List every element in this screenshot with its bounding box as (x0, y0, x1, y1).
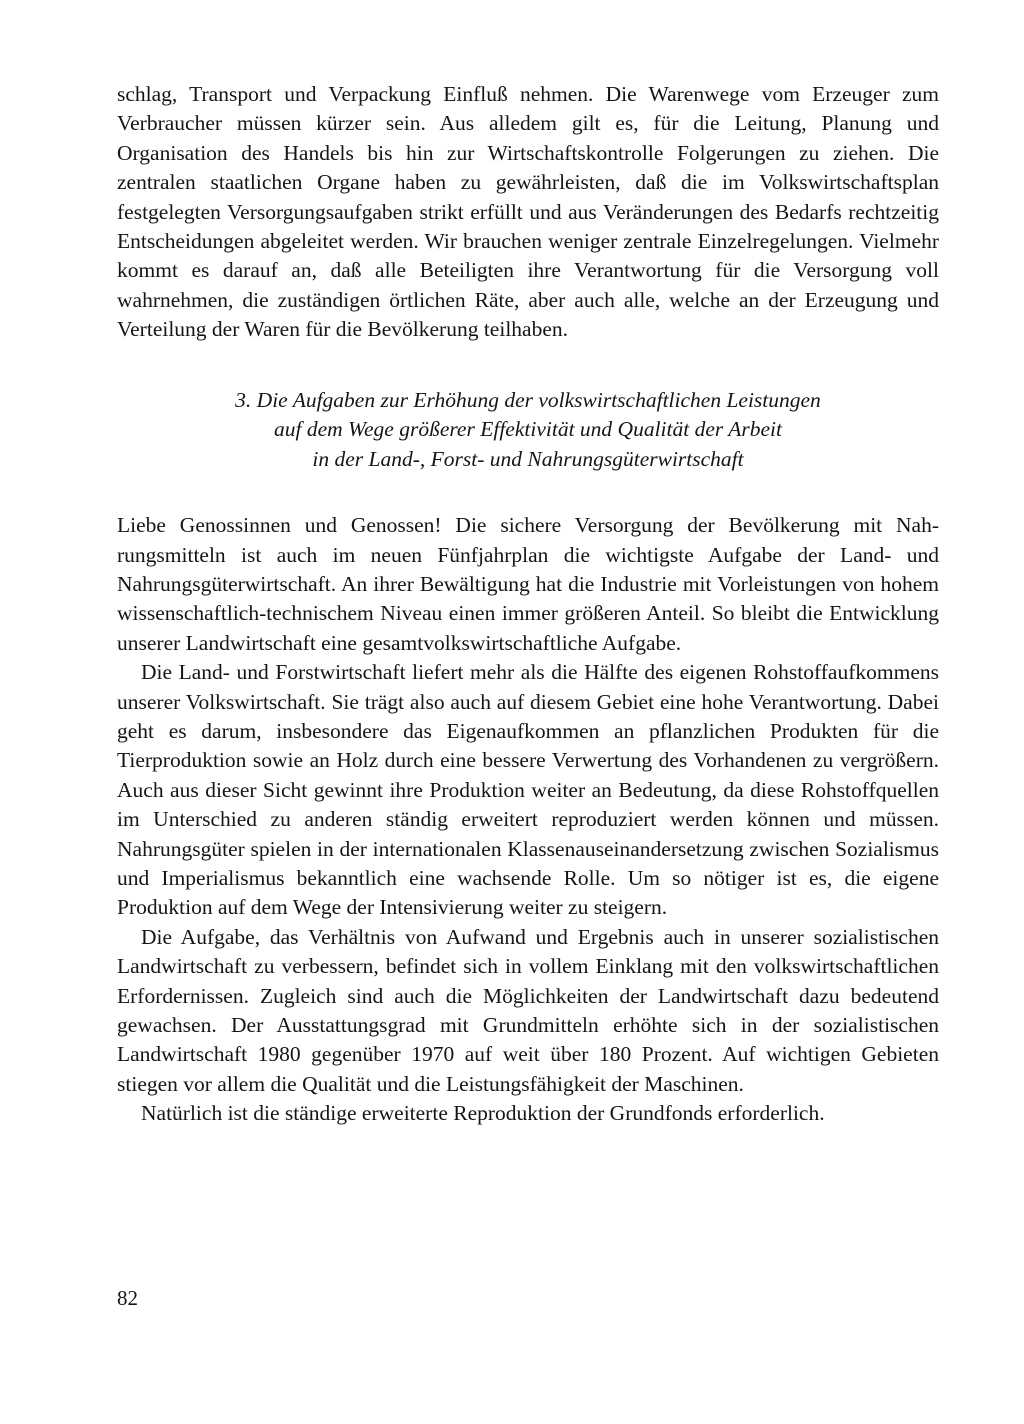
paragraph-2: Die Land- und Forstwirtschaft liefert mehr als die Hälfte des eigenen Rohstoffaufkommens unserer Volkswirtschaft. Sie trägt also auch auf diesem Gebiet eine hohe Verantwortung. Dabei geht es darum, insbesondere das Eigenaufkommen an pflanzlichen Produkten für die Tierproduktion sowie an Holz durch eine bessere Verwertung des Vorhandenen zu vergrößern. Auch aus dieser Sicht gewinnt ihre Produktion weiter an Bedeutung, da diese Rohstoffquellen im Unterschied zu anderen ständig erweitert reproduziert werden können und müssen. Nahrungsgüter spielen in der internationalen Klassenauseinandersetzung zwischen Sozialismus und Imperialismus bekanntlich eine wachsende Rolle. Um so nötiger ist es, die eigene Produktion auf dem Wege der Intensivierung weiter zu steigern. (117, 660, 939, 920)
section-heading-line-2: auf dem Wege größerer Effektivität und Qualität der Arbeit (274, 417, 782, 442)
paragraph-continuation: schlag, Transport und Verpackung Einfluß nehmen. Die Warenwege vom Erzeuger zum Verbraucher müssen kürzer sein. Aus alledem gilt es, für die Leitung, Planung und Organisation des Handels bis hin zur Wirtschaftskontrolle Folgerungen zu ziehen. Die zentralen staatlichen Organe haben zu gewährleisten, daß die im Volkswirtschaftsplan festgelegten Versorgungsaufgaben strikt erfüllt und aus Veränderungen des Bedarfs rechtzeitig Entscheidungen abgeleitet werden. Wir brauchen weniger zentrale Einzelregelungen. Vielmehr kommt es darauf an, daß alle Beteiligten ihre Verantwortung für die Versorgung voll wahrnehmen, die zuständigen örtlichen Räte, aber auch alle, welche an der Erzeugung und Verteilung der Waren für die Bevölkerung teilhaben. (117, 82, 939, 342)
section-heading-line-1: 3. Die Aufgaben zur Erhöhung der volkswirtschaftlichen Leistungen (235, 387, 821, 412)
page-number: 82 (117, 1286, 138, 1310)
paragraph-4: Natürlich ist die ständige erweiterte Reproduktion der Grundfonds erforderlich. (141, 1101, 825, 1126)
paragraph-3: Die Aufgabe, das Verhältnis von Aufwand und Ergebnis auch in unserer sozialistischen Landwirtschaft zu verbessern, befindet sich in vollem Einklang mit den volkswirtschaftlichen Erfordernissen. Zugleich sind auch die Möglichkeiten der Landwirtschaft dazu bedeutend gewachsen. Der Ausstattungsgrad mit Grundmitteln erhöhte sich in der sozialistischen Landwirtschaft 1980 gegenüber 1970 auf weit über 180 Prozent. Auf wichtigen Gebieten stiegen vor allem die Qualität und die Leistungsfähigkeit der Maschinen. (117, 924, 939, 1096)
page-content (117, 80, 939, 1129)
section-heading (117, 386, 939, 475)
paragraph-1: Liebe Genossinnen und Genossen! Die sichere Versorgung der Bevölkerung mit Nahrungsmitteln ist auch im neuen Fünfjahrplan die wichtigste Aufgabe der Land- und Nahrungsgüterwirtschaft. An ihrer Bewältigung hat die Industrie mit Vorleistungen von hohem wissenschaftlich-technischem Niveau einen immer größeren Anteil. So bleibt die Entwicklung unserer Landwirtschaft eine gesamtvolkswirtschaftliche Aufgabe. (117, 513, 939, 655)
section-heading-line-3: in der Land-, Forst- und Nahrungsgüterwirtschaft (312, 446, 744, 471)
